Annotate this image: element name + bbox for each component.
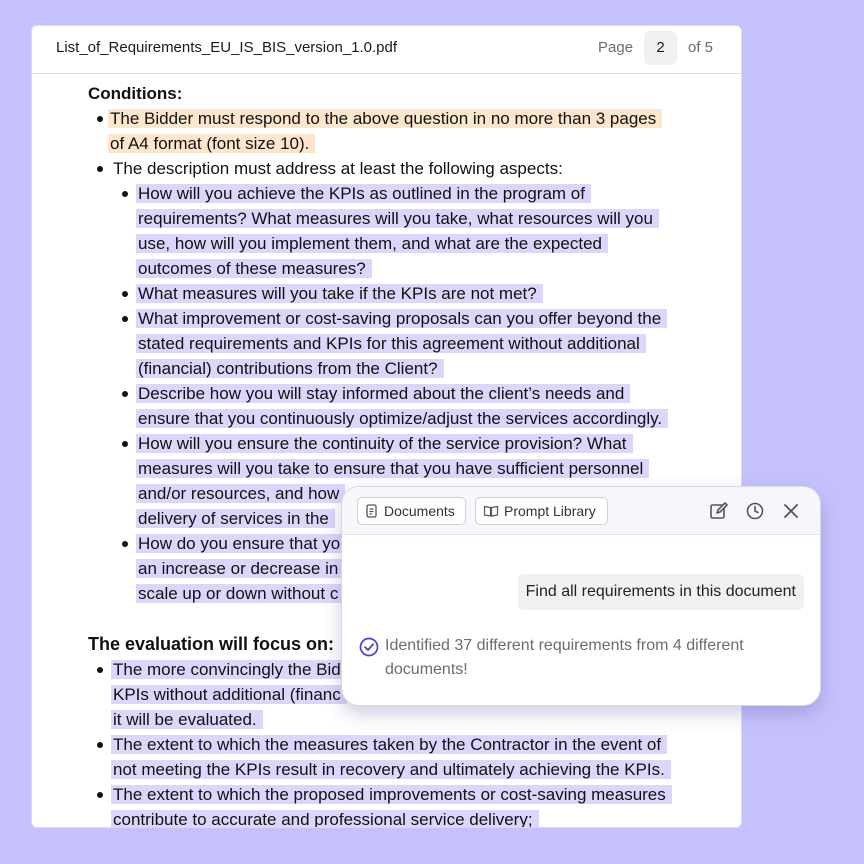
documents-label: Documents	[384, 503, 455, 519]
edit-icon[interactable]	[708, 500, 730, 522]
doc-line: scale up or down without c	[136, 581, 344, 606]
doc-line: How will you achieve the KPIs as outlined in the program of	[136, 181, 591, 206]
doc-line: ensure that you continuously optimize/adjust the services accordingly.	[136, 406, 668, 431]
user-message: Find all requirements in this document	[518, 574, 804, 610]
doc-line: measures will you take to ensure that you have sufficient personnel	[136, 456, 649, 481]
doc-line: outcomes of these measures?	[136, 256, 372, 281]
assistant-message: Identified 37 different requirements from 4 different documents!	[385, 637, 744, 678]
doc-line: What improvement or cost-saving proposals can you offer beyond the	[136, 306, 667, 331]
bullet	[122, 291, 128, 297]
prompt-library-label: Prompt Library	[504, 503, 596, 519]
history-icon[interactable]	[744, 500, 766, 522]
doc-line: (financial) contributions from the Client?	[136, 356, 444, 381]
doc-line: contribute to accurate and professional service delivery;	[111, 807, 539, 828]
viewer-header	[32, 26, 741, 74]
documents-icon	[365, 504, 379, 519]
page-label: Page	[598, 39, 634, 56]
doc-line: The extent to which the proposed improvements or cost-saving measures	[111, 782, 672, 807]
bullet	[97, 667, 103, 673]
book-icon	[483, 504, 499, 518]
doc-line: The description must address at least the following aspects:	[113, 159, 563, 178]
bullet	[122, 316, 128, 322]
doc-line: and/or resources, and how	[136, 481, 345, 506]
file-name: List_of_Requirements_EU_IS_BIS_version_1.0.pdf	[56, 39, 398, 56]
doc-line: of A4 format (font size 10).	[108, 131, 315, 156]
evaluation-heading: The evaluation will focus on:	[88, 634, 335, 654]
doc-line: How do you ensure that yo	[136, 531, 346, 556]
doc-line: delivery of services in the	[136, 506, 335, 531]
doc-line: use, how will you implement them, and what are the expected	[136, 231, 608, 256]
doc-line: KPIs without additional (financ	[111, 682, 347, 707]
chat-toolbar	[342, 487, 820, 535]
bullet	[122, 391, 128, 397]
check-circle-icon	[358, 636, 380, 658]
bullet	[97, 166, 103, 172]
bullet	[122, 541, 128, 547]
document-page	[32, 74, 741, 827]
documents-button[interactable]	[357, 497, 466, 525]
bullet	[97, 116, 103, 122]
close-icon[interactable]	[780, 500, 802, 522]
page-number-input[interactable]: 2	[644, 31, 677, 65]
conditions-heading: Conditions:	[88, 84, 183, 103]
bullet	[97, 792, 103, 798]
doc-line: it will be evaluated.	[111, 707, 263, 732]
doc-line: not meeting the KPIs result in recovery and ultimately achieving the KPIs.	[111, 757, 671, 782]
chat-messages	[342, 535, 820, 705]
bullet	[122, 191, 128, 197]
doc-line: Describe how you will stay informed about the client’s needs and	[136, 381, 630, 406]
doc-line: The Bidder must respond to the above question in no more than 3 pages	[108, 106, 662, 131]
doc-line: stated requirements and KPIs for this agreement without additional	[136, 331, 646, 356]
bullet	[97, 742, 103, 748]
doc-line: How will you ensure the continuity of the service provision? What	[136, 431, 633, 456]
doc-line: requirements? What measures will you take, what resources will you	[136, 206, 659, 231]
page-total: of 5	[688, 39, 714, 56]
assistant-chat-panel	[341, 486, 821, 706]
prompt-library-button[interactable]	[475, 497, 608, 525]
doc-line: an increase or decrease in	[136, 556, 344, 581]
doc-line: What measures will you take if the KPIs are not met?	[136, 281, 543, 306]
bullet	[122, 441, 128, 447]
doc-line: The extent to which the measures taken by the Contractor in the event of	[111, 732, 667, 757]
pdf-viewer	[31, 25, 742, 828]
doc-line: The more convincingly the Bid	[111, 657, 347, 682]
